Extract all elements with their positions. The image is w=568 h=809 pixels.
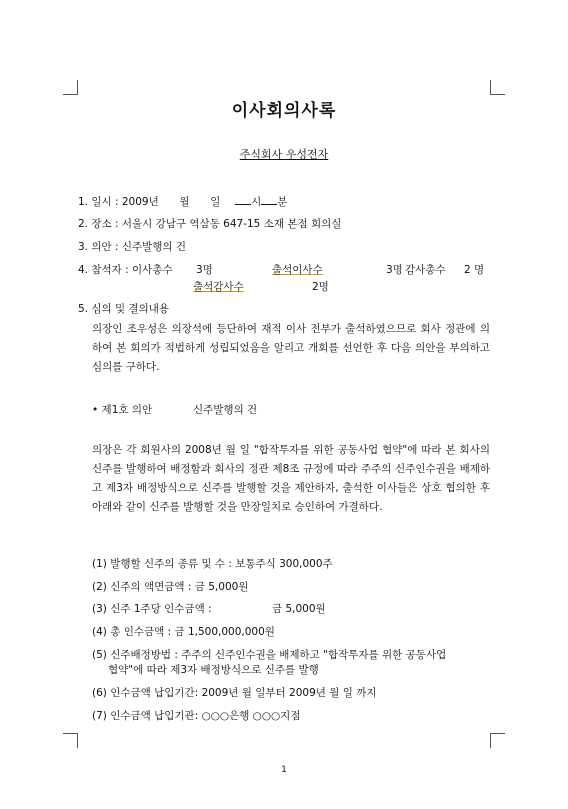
present-auditors-label: 출석감사수	[193, 281, 244, 293]
opening-paragraph: 의장인 조우성은 의장석에 등단하여 재적 이사 전부가 출석하였으므로 회사 정관에 의하여 본 회의가 적법하게 성립되었음을 알리고 개회를 선언한 후 다음 의안을 부의하고 심의를 구하다.	[92, 323, 490, 373]
term-2	[92, 579, 248, 594]
crop-mark-top-right	[490, 80, 505, 95]
hour-blank	[235, 193, 251, 205]
attendees-label: 참석자 : 이사총수	[91, 264, 173, 276]
place-text: 장소 : 서울시 강남구 역삼동 647-15 소재 본점 회의실	[91, 218, 342, 230]
directors-total: 3명	[196, 264, 213, 276]
date-label: 일시 : 2009년	[91, 196, 159, 208]
term-number: (5)	[92, 649, 107, 661]
term-text: 신주 1주당 인수금액 :	[110, 603, 212, 615]
item-number: 1.	[78, 196, 89, 208]
term-5-continuation: 협약"에 따라 제3자 배정방식으로 신주를 발행	[108, 664, 319, 676]
term-3-value: 금 5,000원	[272, 603, 326, 615]
item-date	[78, 193, 287, 209]
present-directors: 3명	[386, 264, 403, 276]
term-6	[92, 685, 376, 700]
term-number: (7)	[92, 710, 107, 722]
term-5	[92, 647, 446, 662]
term-number: (3)	[92, 603, 107, 615]
minute-label: 분	[277, 196, 288, 208]
hour-label: 시	[251, 196, 262, 208]
auditors-total-label: 감사총수	[405, 264, 446, 276]
term-number: (6)	[92, 687, 107, 699]
item-number: 4.	[78, 264, 89, 276]
item-place	[78, 216, 341, 231]
auditors-total: 2 명	[464, 264, 485, 276]
term-7	[92, 708, 300, 723]
term-number: (1)	[92, 558, 107, 570]
agenda-title: 신주발행의 건	[193, 404, 258, 416]
crop-mark-top-left	[63, 80, 78, 95]
item-deliberation	[78, 301, 169, 316]
term-4	[92, 624, 275, 639]
present-directors-label: 출석이사수	[272, 264, 323, 276]
agenda-text: 의안 : 신주발행의 건	[91, 241, 187, 253]
item-number: 3.	[78, 241, 89, 253]
resolution-paragraph: 의장은 각 회원사의 2008년 월 일 "합작투자를 위한 공동사업 협약"에 따라 본 회사의 신주를 발행하여 배정함과 회사의 정관 제8조 규정에 따라 주주의 신주인수권을 배제하고 제3자 배정방식으로 신주를 발행할 것을 제안하자, 출석한 이사들은 상호 협의한 후 아래와 같이 신주를 발행할 것을 만장일치로 승인하여 가결하다.	[92, 444, 490, 513]
term-text: 발행할 신주의 종류 및 수 : 보통주식 300,000주	[110, 558, 333, 570]
agenda-heading	[92, 402, 152, 417]
deliberation-text: 심의 및 결의내용	[91, 303, 170, 315]
term-text: 총 인수금액 : 금 1,500,000,000원	[110, 626, 275, 638]
item-agenda	[78, 239, 186, 254]
agenda-number: 제1호 의안	[101, 404, 153, 416]
company-name: 주식회사 우성전자	[239, 148, 329, 161]
item-attendees	[78, 262, 173, 277]
crop-mark-bottom-right	[490, 733, 505, 748]
term-1	[92, 556, 333, 571]
present-auditors: 2명	[312, 281, 329, 293]
term-number: (4)	[92, 626, 107, 638]
term-number: (2)	[92, 581, 107, 593]
document-title: 이사회의사록	[231, 101, 337, 121]
term-text: 인수금액 납입기간: 2009년 월 일부터 2009년 월 일 까지	[110, 687, 377, 699]
page-number: 1	[281, 765, 287, 775]
item-number: 2.	[78, 218, 89, 230]
month-label: 월	[179, 196, 190, 208]
crop-mark-bottom-left	[63, 733, 78, 748]
term-text: 신주의 액면금액 : 금 5,000원	[110, 581, 249, 593]
item-number: 5.	[78, 303, 89, 315]
bullet: •	[92, 404, 99, 416]
minute-blank	[261, 193, 277, 205]
day-label: 일	[210, 196, 221, 208]
term-text: 신주배정방법 : 주주의 신주인수권을 배제하고 "합작투자를 위한 공동사업	[110, 649, 447, 661]
term-text: 인수금액 납입기관: ○○○은행 ○○○지점	[110, 710, 301, 722]
term-3	[92, 601, 212, 616]
